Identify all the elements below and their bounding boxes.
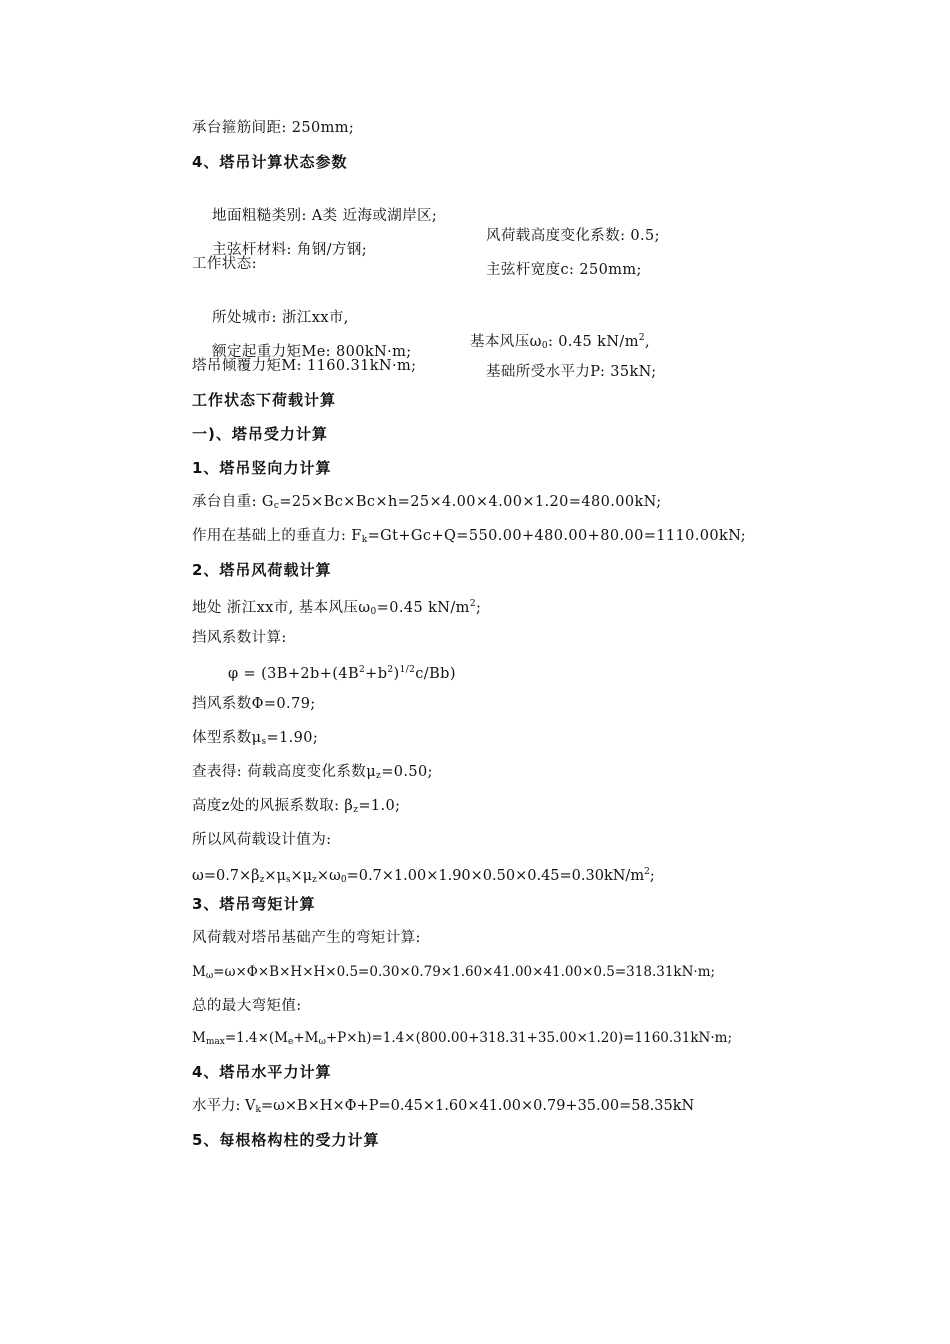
text: 地处 浙江xx市, 基本风压ω (192, 600, 371, 616)
formula-line (192, 1096, 694, 1120)
text: =1.90; (266, 730, 319, 746)
text-line (192, 526, 746, 550)
heading-text: 4、塔吊计算状态参数 (192, 153, 348, 171)
superscript: 2 (638, 333, 646, 343)
text: 主弦杆材料: 角钢/方钢; (212, 242, 368, 258)
subscript: ω (318, 1037, 326, 1047)
formula-line (192, 1028, 732, 1052)
subscript: ω (205, 971, 214, 981)
superscript: 1/2 (399, 665, 416, 675)
superscript: 2 (469, 599, 476, 609)
subscript: z (312, 875, 317, 885)
section-heading (192, 458, 331, 478)
text: 总的最大弯矩值: (192, 998, 302, 1014)
text-line (192, 356, 416, 376)
text: =1.4×(M (224, 1030, 288, 1046)
text-line (192, 492, 662, 516)
subscript: e (288, 1037, 294, 1047)
text: 塔吊倾覆力矩M: 1160.31kN·m; (192, 358, 417, 374)
text: ×μ (264, 868, 286, 884)
text: M (192, 964, 206, 980)
superscript: 2 (387, 665, 394, 675)
text: 主弦杆宽度c: 250mm; (486, 262, 642, 278)
superscript: 2 (644, 867, 650, 877)
superscript: 2 (359, 665, 366, 675)
text: : 0.45 kN/m (547, 334, 639, 350)
text: 工作状态: (192, 256, 257, 272)
subscript: max (205, 1037, 225, 1047)
text: 地面粗糙类别: A类 近海或湖岸区; (212, 208, 438, 224)
section-heading (192, 894, 315, 914)
text: , (645, 334, 651, 350)
text: ×μ (290, 868, 313, 884)
text: 所处城市: 浙江xx市, (212, 310, 349, 326)
heading-text: 1、塔吊竖向力计算 (192, 459, 332, 477)
text: ×ω (316, 868, 341, 884)
text: 高度z处的风振系数取: β (192, 798, 354, 814)
formula-line (192, 962, 715, 986)
text: =Gt+Gc+Q=550.00+480.00+80.00=1110.00kN; (367, 528, 747, 544)
text-line (192, 594, 481, 622)
section-heading (192, 390, 336, 410)
subscript: z (353, 805, 359, 815)
text: 额定起重力矩Me: 800kN·m; (212, 344, 412, 360)
text: +P×h)=1.4×(800.00+318.31+35.00×1.20)=1160.31kN·m; (325, 1030, 732, 1046)
text: φ = (3B+2b+(4B (228, 666, 360, 682)
text: 水平力: V (192, 1098, 256, 1114)
subscript: k (255, 1105, 261, 1115)
text: =0.45 kN/m (376, 600, 470, 616)
text: 基础所受水平力P: 35kN; (486, 364, 657, 380)
subscript: s (285, 875, 291, 885)
text: =0.7×1.00×1.90×0.50×0.45=0.30kN/m (346, 868, 645, 884)
text: 所以风荷载设计值为: (192, 832, 332, 848)
heading-text: 4、塔吊水平力计算 (192, 1063, 332, 1081)
text: ) (393, 666, 400, 682)
section-heading (192, 1062, 331, 1082)
text-line (192, 762, 433, 786)
text: 作用在基础上的垂直力: F (192, 528, 362, 544)
heading-text: 一)、塔吊受力计算 (192, 425, 328, 443)
text: 风荷载对塔吊基础产生的弯矩计算: (192, 930, 421, 946)
text: +M (293, 1030, 319, 1046)
section-heading (192, 1130, 379, 1150)
subscript: z (259, 875, 265, 885)
text: ; (649, 868, 655, 884)
text: 体型系数μ (192, 730, 262, 746)
text-line (192, 254, 257, 274)
text-line (192, 694, 316, 714)
subscript: 0 (370, 607, 377, 617)
section-heading (192, 560, 331, 580)
heading-text: 工作状态下荷载计算 (192, 391, 337, 409)
text: 挡风系数计算: (192, 630, 287, 646)
subscript: s (261, 737, 267, 747)
text: c/Bb) (415, 666, 456, 682)
text: ω=0.7×β (192, 868, 260, 884)
text-line (192, 628, 287, 648)
section-heading (192, 424, 328, 444)
text-line (192, 830, 331, 850)
text: =25×Bc×Bc×h=25×4.00×4.00×1.20=480.00kN; (279, 494, 662, 510)
text: 承台箍筋间距: 250mm; (192, 120, 355, 136)
subscript: 0 (340, 875, 347, 885)
text: =1.0; (358, 798, 401, 814)
text-line (192, 996, 302, 1016)
section-heading (192, 152, 347, 172)
subscript: z (376, 771, 382, 781)
text-line (192, 118, 354, 138)
formula-line (228, 660, 456, 684)
subscript: c (273, 501, 280, 511)
text: +b (365, 666, 388, 682)
text: 风荷载高度变化系数: 0.5; (486, 228, 660, 244)
text: =ω×B×H×Φ+P=0.45×1.60×41.00×0.79+35.00=58.35kN (260, 1098, 695, 1114)
heading-text: 5、每根格构柱的受力计算 (192, 1131, 380, 1149)
text: 查表得: 荷载高度变化系数μ (192, 764, 377, 780)
text: M (192, 1030, 206, 1046)
text: =ω×Φ×B×H×H×0.5=0.30×0.79×1.60×41.00×41.00×0.5=318.31kN·m; (213, 964, 716, 980)
text-line (192, 796, 400, 820)
heading-text: 3、塔吊弯矩计算 (192, 895, 316, 913)
formula-line (192, 862, 655, 890)
text: ; (475, 600, 482, 616)
subscript: 0 (541, 341, 548, 351)
subscript: k (361, 535, 368, 545)
text: 挡风系数Φ=0.79; (192, 696, 316, 712)
text: 承台自重: G (192, 494, 274, 510)
heading-text: 2、塔吊风荷载计算 (192, 561, 332, 579)
text-line (192, 728, 318, 752)
text-line (192, 928, 421, 948)
text: =0.50; (381, 764, 433, 780)
text: 基本风压ω (470, 334, 542, 350)
